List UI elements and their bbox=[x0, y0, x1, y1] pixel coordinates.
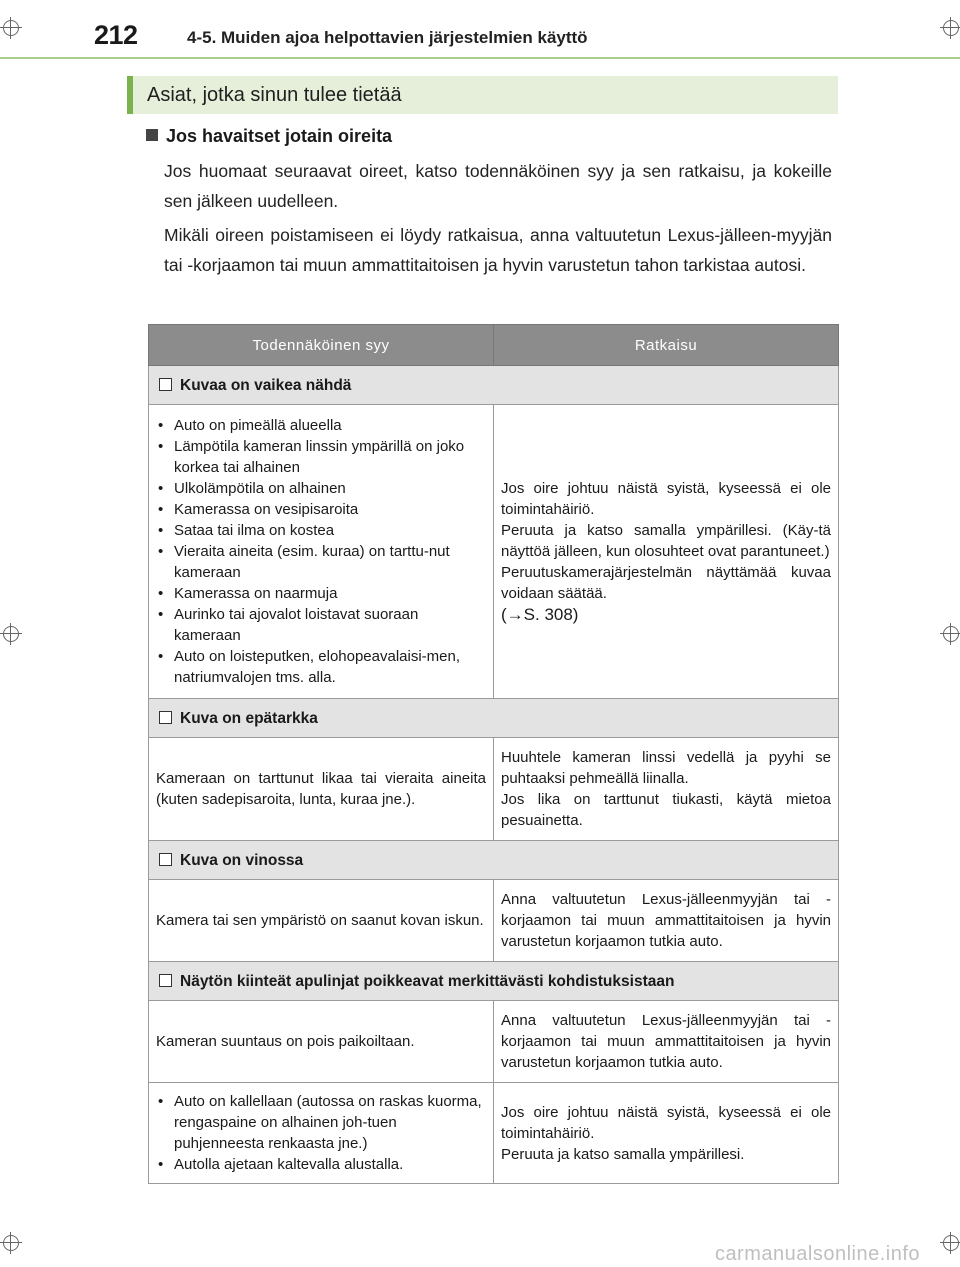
troubleshooting-table bbox=[148, 324, 839, 1184]
cause-cell: Kameraan on tarttunut likaa tai vieraita aineita (kuten sadepisaroita, lunta, kuraa jne.). bbox=[149, 738, 494, 841]
list-item: • Ulkolämpötila on alhainen bbox=[156, 478, 486, 499]
cause-list bbox=[156, 415, 486, 688]
category-title: Kuvaa on vaikea nähdä bbox=[180, 376, 352, 394]
table-row bbox=[149, 880, 839, 962]
list-item: • Auto on kallellaan (autossa on raskas kuorma, rengaspaine on alhainen joh-tuen puhjenneesta renkaasta jne.) bbox=[156, 1091, 486, 1154]
cause-cell bbox=[149, 405, 494, 699]
intro-paragraph: Jos huomaat seuraavat oireet, katso todennäköinen syy ja sen ratkaisu, ja kokeille sen jälkeen uudelleen. bbox=[164, 161, 832, 211]
solution-line: Peruutuskamerajärjestelmän näyttämää kuvaa voidaan säätää. bbox=[501, 564, 831, 602]
column-header-cause: Todennäköinen syy bbox=[149, 325, 494, 366]
list-item: • Kamerassa on naarmuja bbox=[156, 583, 486, 604]
category-row bbox=[149, 962, 839, 1001]
table-header-row bbox=[149, 325, 839, 366]
cause-cell: Kameran suuntaus on pois paikoiltaan. bbox=[149, 1001, 494, 1083]
crop-mark-icon bbox=[0, 1232, 22, 1254]
category-row bbox=[149, 699, 839, 738]
square-bullet-icon bbox=[146, 129, 158, 141]
solution-line: Anna valtuutetun Lexus-jälleenmyyjän tai -korjaamon tai muun ammattitaitoisen ja hyvin varustetun korjaamon tutkia auto. bbox=[501, 891, 831, 950]
section-header: 4-5. Muiden ajoa helpottavien järjestelmien käyttö bbox=[187, 28, 588, 47]
solution-line: Jos lika on tarttunut tiukasti, käytä mietoa pesuainetta. bbox=[501, 791, 831, 829]
checkbox-icon bbox=[159, 974, 172, 987]
header-divider bbox=[0, 57, 960, 59]
solution-line: Huuhtele kameran linssi vedellä ja pyyhi se puhtaaksi pehmeällä liinalla. bbox=[501, 749, 831, 787]
solution-cell bbox=[494, 1001, 839, 1083]
page-reference: (→S. 308) bbox=[501, 605, 579, 624]
solution-cell bbox=[494, 738, 839, 841]
info-box-header bbox=[127, 76, 838, 114]
solution-cell bbox=[494, 880, 839, 962]
solution-line: Peruuta ja katso samalla ympärillesi. (Käy-tä näyttöä jälleen, kun olosuhteet ovat parantuneet.) bbox=[501, 522, 831, 560]
list-item: • Auto on loisteputken, elohopeavalaisi-men, natriumvalojen tms. alla. bbox=[156, 646, 486, 688]
solution-line: Jos oire johtuu näistä syistä, kyseessä ei ole toimintahäiriö. bbox=[501, 1103, 831, 1142]
crop-mark-icon bbox=[940, 17, 960, 39]
page-header bbox=[94, 20, 900, 54]
solution-cell bbox=[494, 1083, 839, 1184]
table-row bbox=[149, 405, 839, 699]
footer-watermark: carmanualsonline.info bbox=[714, 1243, 920, 1265]
crop-mark-icon bbox=[940, 1232, 960, 1254]
table-row bbox=[149, 1001, 839, 1083]
solution-line: Jos oire johtuu näistä syistä, kyseessä ei ole toimintahäiriö. bbox=[501, 480, 831, 518]
crop-mark-icon bbox=[0, 17, 22, 39]
category-title: Kuva on epätarkka bbox=[180, 709, 318, 727]
category-row bbox=[149, 366, 839, 405]
cause-cell bbox=[149, 1083, 494, 1184]
crop-mark-icon bbox=[940, 623, 960, 645]
list-item: • Lämpötila kameran linssin ympärillä on joko korkea tai alhainen bbox=[156, 436, 486, 478]
list-item: • Vieraita aineita (esim. kuraa) on tarttu-nut kameraan bbox=[156, 541, 486, 583]
list-item: • Autolla ajetaan kaltevalla alustalla. bbox=[156, 1154, 486, 1175]
category-row bbox=[149, 841, 839, 880]
cause-cell: Kamera tai sen ympäristö on saanut kovan iskun. bbox=[149, 880, 494, 962]
info-box-title: Asiat, jotka sinun tulee tietää bbox=[147, 84, 402, 106]
table-row bbox=[149, 1083, 839, 1184]
solution-line: Peruuta ja katso samalla ympärillesi. bbox=[501, 1145, 745, 1163]
list-item: • Auto on pimeällä alueella bbox=[156, 415, 486, 436]
solution-line: Anna valtuutetun Lexus-jälleenmyyjän tai -korjaamon tai muun ammattitaitoisen ja hyvin varustetun korjaamon tutkia auto. bbox=[501, 1012, 831, 1071]
list-item: • Sataa tai ilma on kostea bbox=[156, 520, 486, 541]
page-number: 212 bbox=[94, 20, 138, 50]
checkbox-icon bbox=[159, 378, 172, 391]
column-header-solution: Ratkaisu bbox=[494, 325, 839, 366]
list-item: • Kamerassa on vesipisaroita bbox=[156, 499, 486, 520]
cause-list bbox=[156, 1091, 486, 1175]
list-item: • Aurinko tai ajovalot loistavat suoraan kameraan bbox=[156, 604, 486, 646]
checkbox-icon bbox=[159, 711, 172, 724]
subheading bbox=[146, 126, 392, 147]
advice-paragraph: Mikäli oireen poistamiseen ei löydy ratkaisua, anna valtuutetun Lexus-jälleen-myyjän tai -korjaamon tai muun ammattitaitoisen ja hyvin varustetun tahon tarkistaa autosi. bbox=[164, 225, 832, 275]
subheading-text: Jos havaitset jotain oireita bbox=[166, 126, 393, 146]
checkbox-icon bbox=[159, 853, 172, 866]
crop-mark-icon bbox=[0, 623, 22, 645]
category-title: Kuva on vinossa bbox=[180, 851, 304, 869]
category-title: Näytön kiinteät apulinjat poikkeavat merkittävästi kohdistuksistaan bbox=[180, 972, 675, 990]
table-row bbox=[149, 738, 839, 841]
solution-cell bbox=[494, 405, 839, 699]
